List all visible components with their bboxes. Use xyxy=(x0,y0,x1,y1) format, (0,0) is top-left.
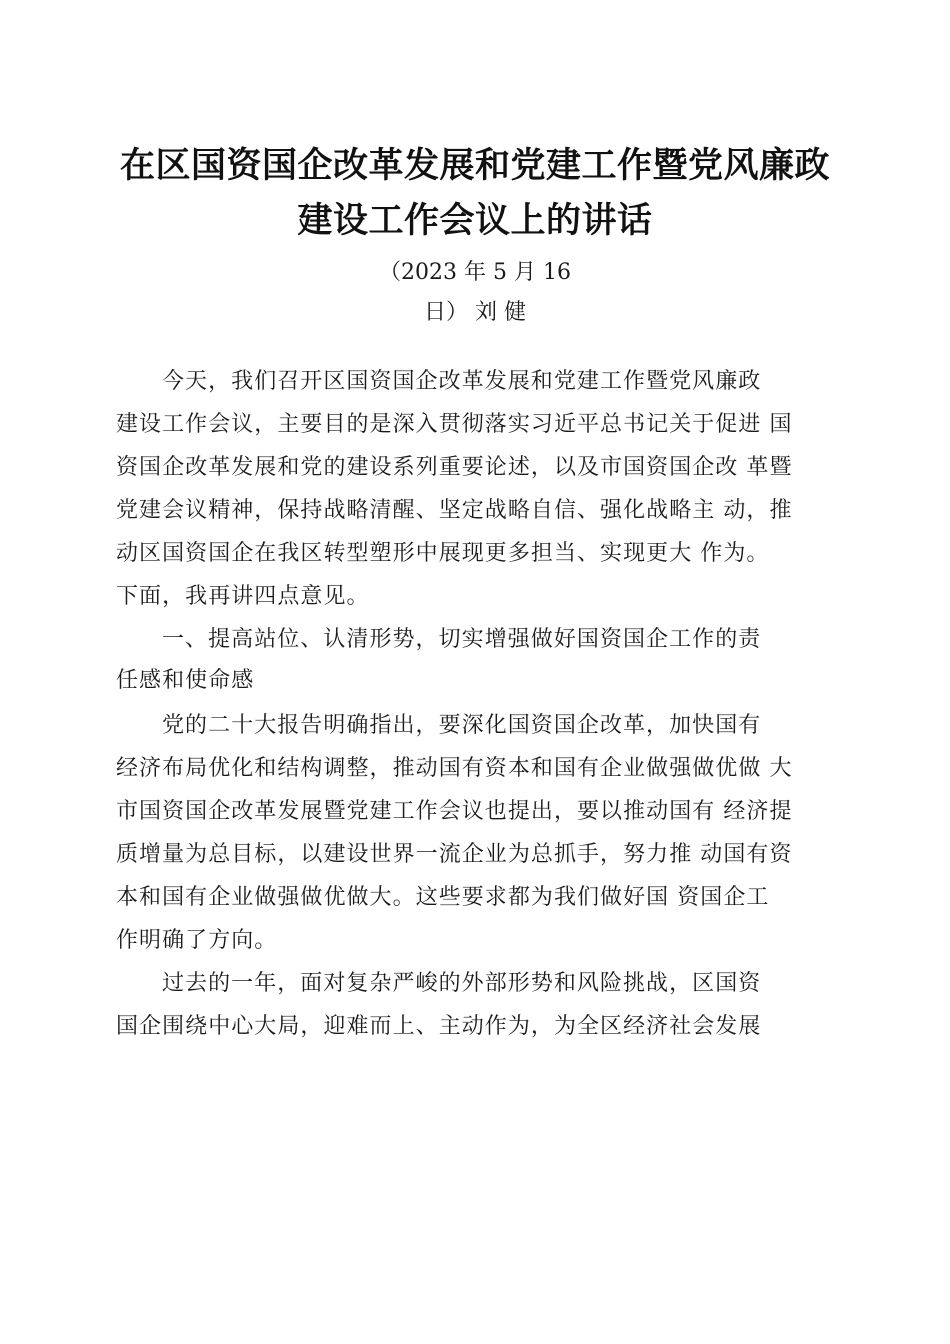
body-line: 作明确了方向。 xyxy=(116,928,278,953)
section-heading-line: 任感和使命感 xyxy=(116,668,255,693)
section-heading-line: 一、提高站位、认清形势，切实增强做好国资国企工作的责 xyxy=(162,627,762,652)
body-line: 过去的一年，面对复杂严峻的外部形势和风险挑战，区国资 xyxy=(162,971,762,996)
body-line: 资国企改革发展和党的建设系列重要论述，以及市国资国企改 革暨 xyxy=(116,455,793,480)
body-line: 经济布局优化和结构调整，推动国有资本和国有企业做强做优做 大 xyxy=(116,756,793,781)
body-line: 党的二十大报告明确指出，要深化国资国企改革，加快国有 xyxy=(162,713,762,738)
document-title-line-1: 在区国资国企改革发展和党建工作暨党风廉政 xyxy=(119,146,830,186)
body-line: 建设工作会议，主要目的是深入贯彻落实习近平总书记关于促进 国 xyxy=(116,412,793,437)
body-line: 下面，我再讲四点意见。 xyxy=(116,584,370,609)
body-line: 党建会议精神，保持战略清醒、坚定战略自信、强化战略主 动，推 xyxy=(116,498,793,523)
body-line: 质增量为总目标，以建设世界一流企业为总抓手，努力推 动国有资 xyxy=(116,842,793,867)
body-line: 动区国资国企在我区转型塑形中展现更多担当、实现更大 作为。 xyxy=(116,541,770,566)
document-title-line-2: 建设工作会议上的讲话 xyxy=(297,201,653,241)
body-line: 本和国有企业做强做优做大。这些要求都为我们做好国 资国企工 xyxy=(116,885,770,910)
body-line: 国企围绕中心大局，迎难而上、主动作为，为全区经济社会发展 xyxy=(116,1014,762,1039)
date-author-line: 日） 刘 健 xyxy=(424,300,526,325)
body-line: 今天，我们召开区国资国企改革发展和党建工作暨党风廉政 xyxy=(162,369,762,394)
date-line-1: （2023 年 5 月 16 xyxy=(379,260,571,285)
body-line: 市国资国企改革发展暨党建工作会议也提出，要以推动国有 经济提 xyxy=(116,799,793,824)
